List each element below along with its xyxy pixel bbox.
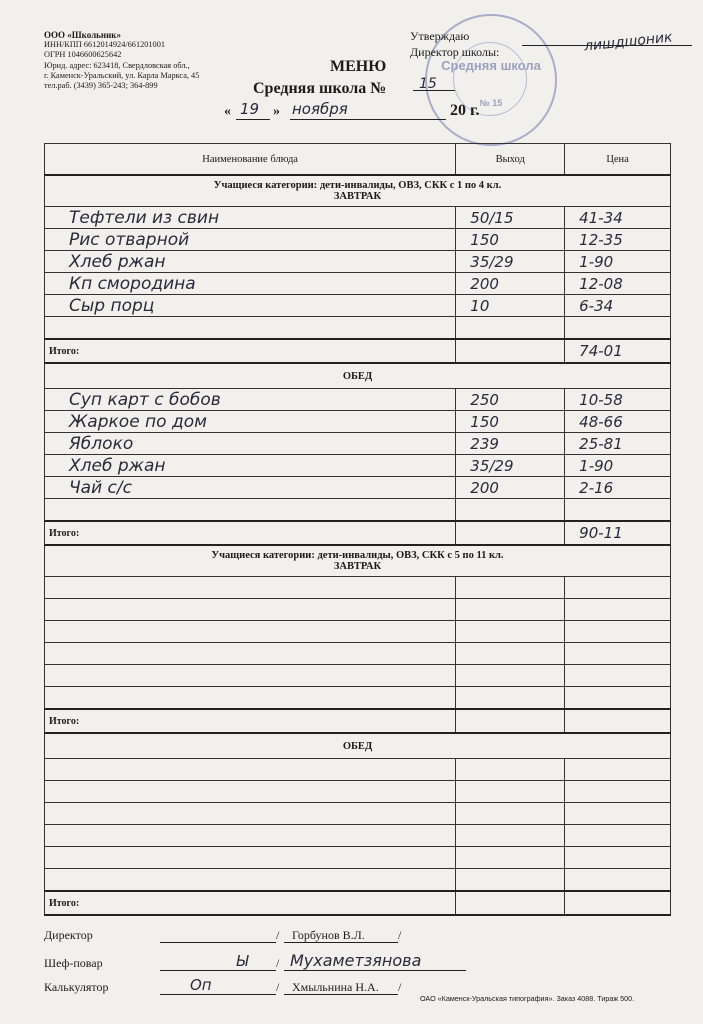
dish-output: 150 [456,411,565,433]
dish-name: Чай с/с [45,477,456,499]
section-header [45,175,671,207]
meal-title: ОБЕД [342,740,373,752]
dish-price: 1-90 [565,455,671,477]
page-title: МЕНЮ [330,58,387,75]
separator-bar: / [398,980,402,994]
dish-price: 6-34 [565,295,671,317]
dish-output: 239 [456,433,565,455]
school-number: 15 [419,76,437,92]
dish-price: 48-66 [565,411,671,433]
dish-name: Сыр порц [45,295,456,317]
dish-name: Рис отварной [45,229,456,251]
signature-role-director: Директор [44,928,93,942]
dish-price: 10-58 [565,389,671,411]
table-row [45,229,671,251]
date-close-quote: » [273,104,280,119]
dish-output: 50/15 [456,207,565,229]
date-year: 20 г. [450,102,480,119]
table-row-empty [45,781,671,803]
signature-role-chef: Шеф-повар [44,956,103,970]
dish-price: 1-90 [565,251,671,273]
separator-bar: / [276,928,280,942]
dish-output: 35/29 [456,251,565,273]
dish-price: 2-16 [565,477,671,499]
separator-bar: / [398,928,402,942]
menu-table [44,143,671,916]
dish-output: 200 [456,477,565,499]
date-day: 19 [240,100,260,118]
table-row-empty [45,317,671,340]
total-row [45,521,671,545]
total-label: Итого: [45,709,456,733]
name-line [284,942,398,943]
signature-name-calculator: Хмыльнина Н.А. [292,980,379,994]
dish-output: 250 [456,389,565,411]
chef-signature: Ы [236,952,249,970]
meal-title: ЗАВТРАК [333,561,382,572]
stamp-text: Средняя школа [441,58,541,73]
dish-price: 12-35 [565,229,671,251]
total-label: Итого: [45,339,456,363]
table-row [45,411,671,433]
dish-price: 12-08 [565,273,671,295]
org-line: ОГРН 1046600625642 [44,50,122,60]
meal-title: ОБЕД [342,370,373,382]
section-header [45,733,671,759]
calculator-signature: Оп [190,976,212,994]
date-month-line [290,119,446,120]
date-day-line [236,119,270,120]
dish-output: 150 [456,229,565,251]
dish-price: 41-34 [565,207,671,229]
table-header-row [45,144,671,176]
section-title: Учащиеся категории: дети-инвалиды, ОВЗ, СКК с 5 по 11 кл. [211,550,504,561]
total-label: Итого: [45,891,456,915]
printer-footer: ОАО «Каменск-Уральская типография». Заказ 4088. Тираж 500. [420,994,635,1003]
org-line: тел.раб. (3439) 365-243; 364-899 [44,81,158,91]
name-line [284,970,466,971]
dish-name: Жаркое по дом [45,411,456,433]
separator-bar: / [276,956,280,970]
dish-name: Суп карт с бобов [45,389,456,411]
total-row [45,709,671,733]
table-row [45,273,671,295]
org-line: ИНН/КПП 6612014924/661201001 [44,40,165,50]
table-row-empty [45,825,671,847]
signature-line [160,970,276,971]
table-row-empty [45,687,671,710]
dish-name: Кп смородина [45,273,456,295]
table-row [45,207,671,229]
dish-name: Тефтели из свин [45,207,456,229]
signature-line [160,942,276,943]
table-row [45,477,671,499]
table-row-empty [45,665,671,687]
dish-price: 25-81 [565,433,671,455]
total-value: 90-11 [565,521,671,545]
column-header-price: Цена [565,144,671,176]
date-month: ноября [292,100,348,118]
dish-output: 200 [456,273,565,295]
section-title: Учащиеся категории: дети-инвалиды, ОВЗ, СКК с 1 по 4 кл. [213,180,502,191]
org-line: Юрид. адрес: 623418, Свердловская обл., [44,60,190,70]
table-row-empty [45,759,671,781]
date-open-quote: « [224,104,231,119]
table-row [45,251,671,273]
total-row [45,339,671,363]
table-row-empty [45,621,671,643]
dish-name: Хлеб ржан [45,251,456,273]
table-row-empty [45,577,671,599]
dish-output: 35/29 [456,455,565,477]
total-label: Итого: [45,521,456,545]
column-header-output: Выход [456,144,565,176]
table-row [45,389,671,411]
org-line: г. Каменск-Уральский, ул. Карла Маркса, 45 [44,70,200,80]
organization-block [44,30,199,91]
signature-line [160,994,276,995]
table-row-empty [45,599,671,621]
name-line [284,994,398,995]
signature-name-chef: Мухаметзянова [290,951,422,970]
table-row-empty [45,643,671,665]
meal-title: ЗАВТРАК [333,191,382,202]
dish-name: Хлеб ржан [45,455,456,477]
signature-name-director: Горбунов В.Л. [292,928,365,942]
director-signature: лишдшоник [583,29,674,55]
table-row-empty [45,499,671,522]
total-value: 74-01 [565,339,671,363]
approve-label: Утверждаю [410,29,470,43]
table-row-empty [45,847,671,869]
approval-block [410,28,499,60]
dish-output: 10 [456,295,565,317]
school-label: Средняя школа № [253,80,387,97]
section-header [45,363,671,389]
table-row [45,433,671,455]
director-label: Директор школы: [410,45,500,59]
table-row [45,455,671,477]
table-row-empty [45,869,671,892]
total-row [45,891,671,915]
signature-role-calculator: Калькулятор [44,980,109,994]
separator-bar: / [276,980,280,994]
table-row-empty [45,803,671,825]
column-header-dish: Наименование блюда [45,144,456,176]
table-row [45,295,671,317]
dish-name: Яблоко [45,433,456,455]
section-header [45,545,671,577]
org-name: ООО «Школьник» [44,30,121,40]
stamp-number: № 15 [479,98,503,108]
